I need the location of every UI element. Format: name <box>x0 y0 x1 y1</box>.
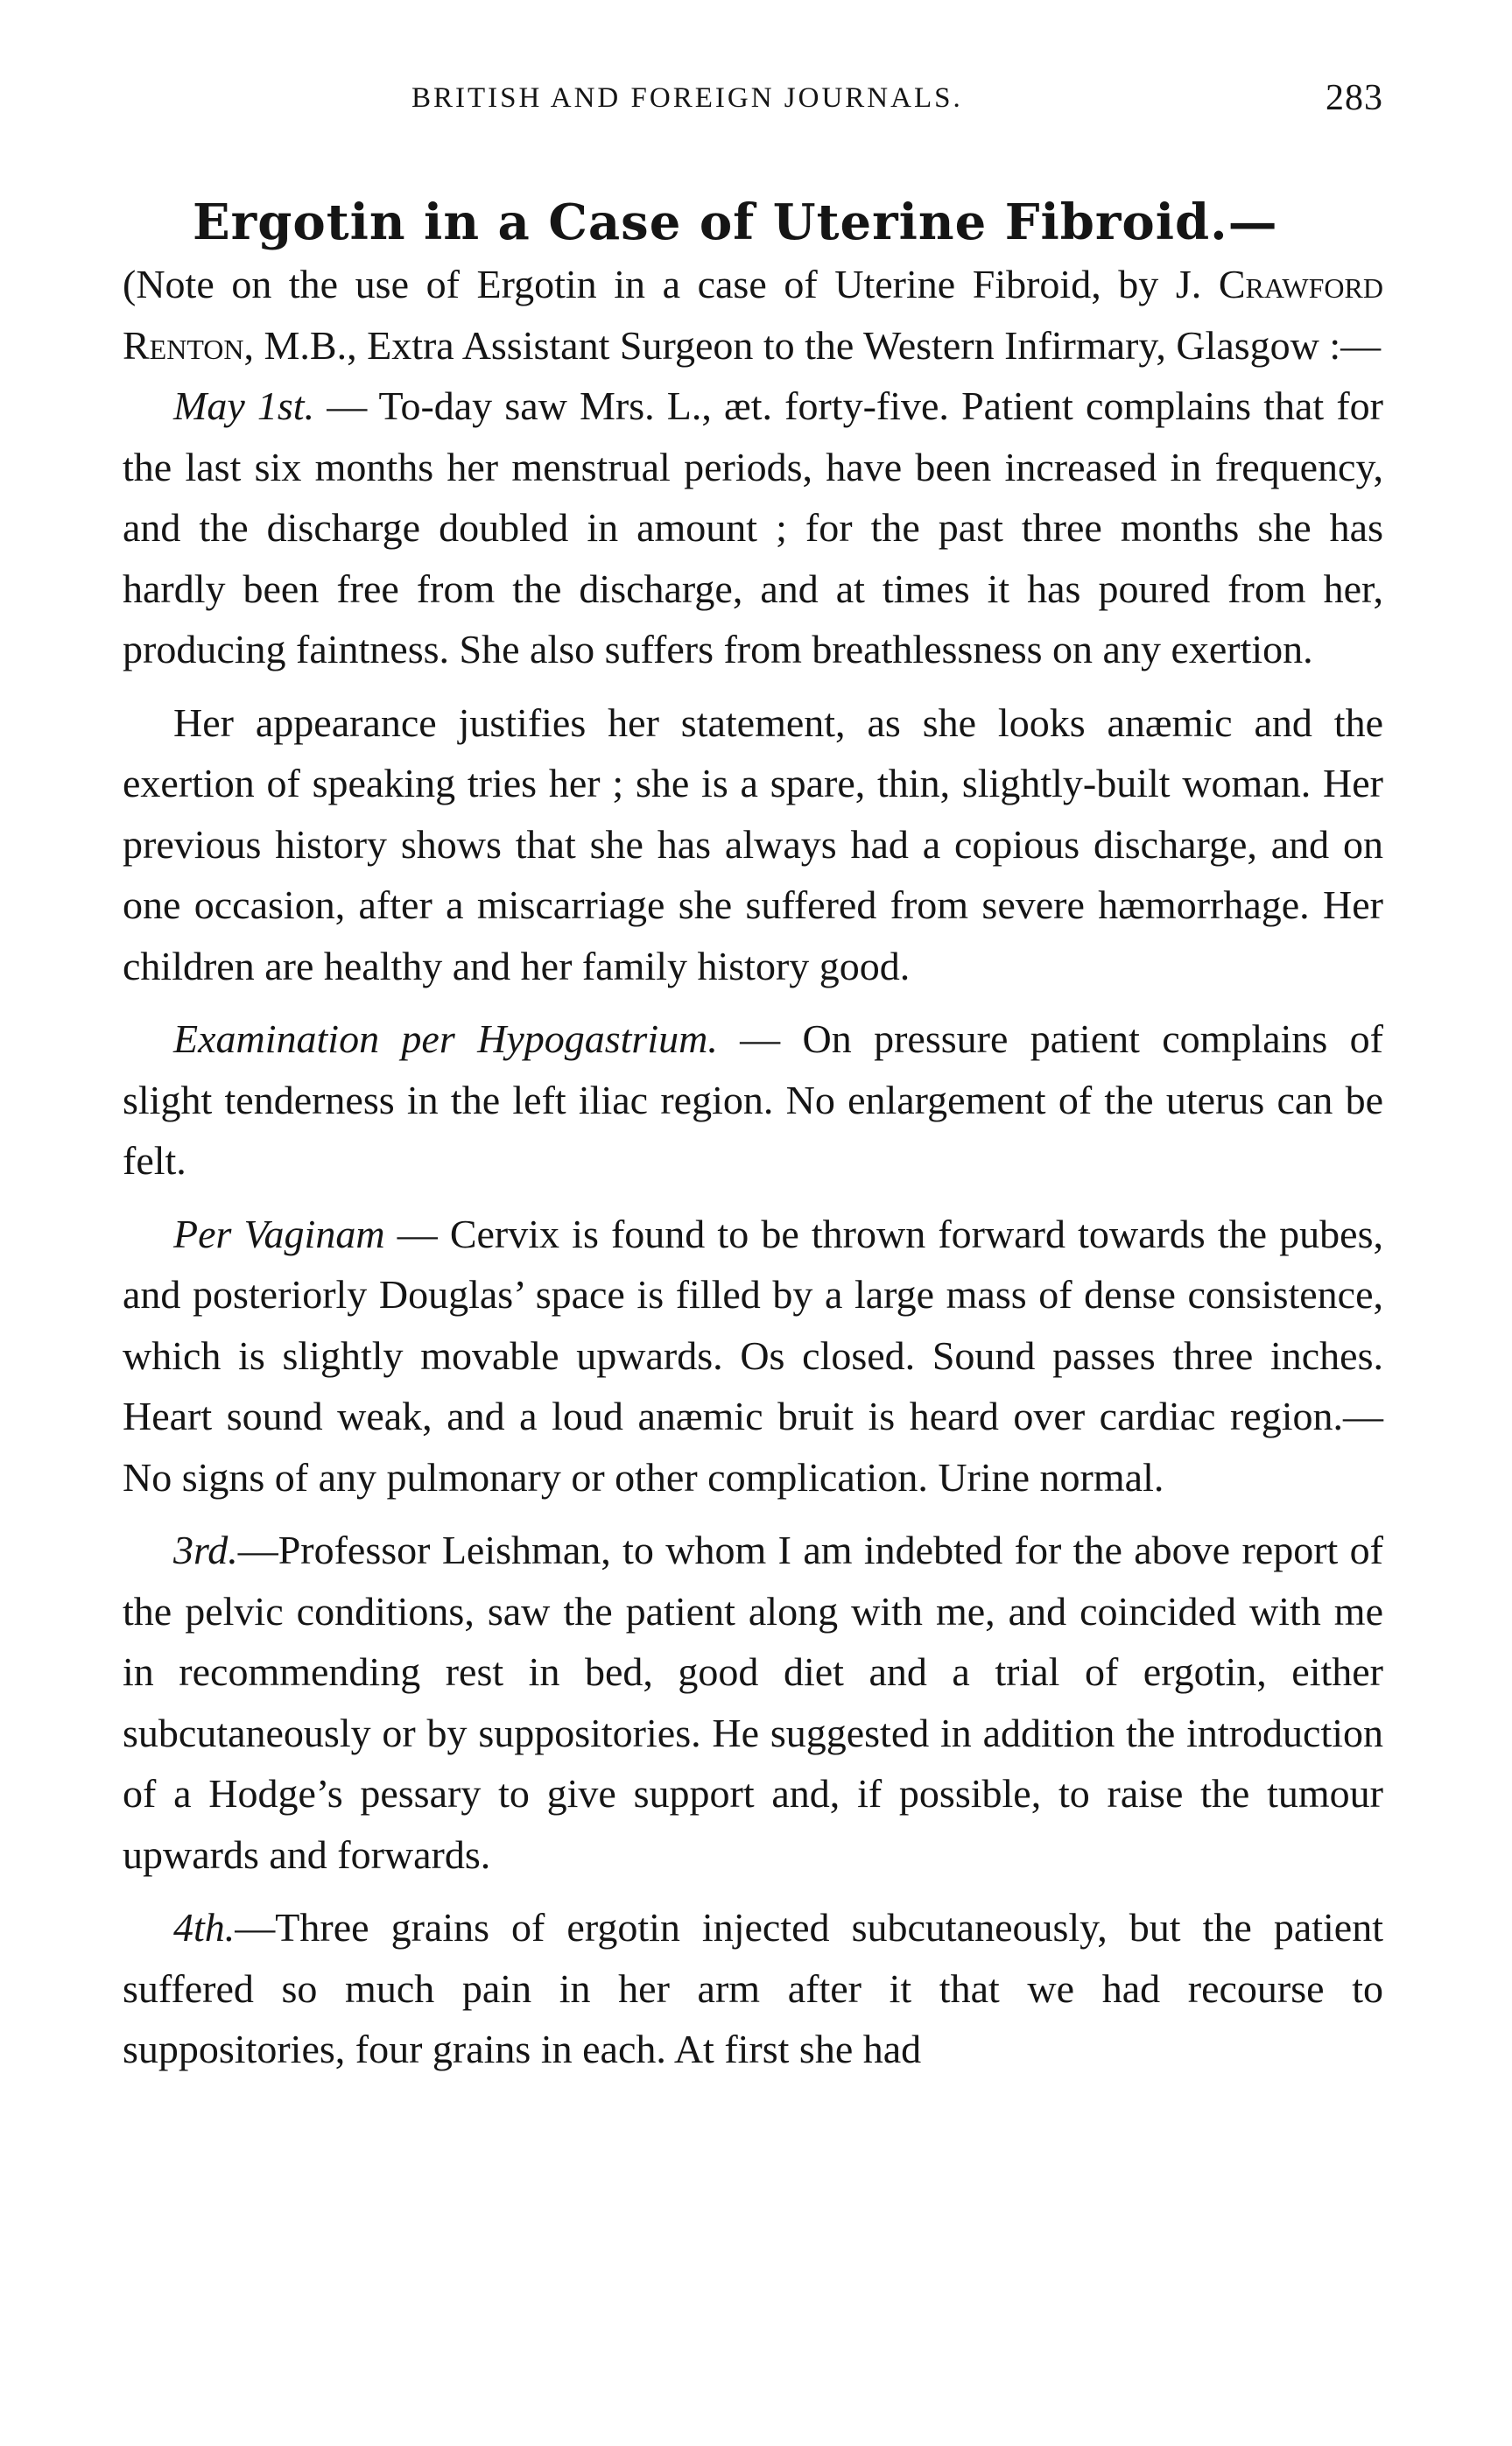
intro-paragraph <box>123 254 1383 376</box>
date-label-3rd: 3rd. <box>173 1528 238 1572</box>
running-head <box>123 77 1383 130</box>
paragraph-text: — Cervix is found to be thrown forward towards the pubes, and posteriorly Douglas’ space is filled by a large mass of dense consistence, which is slightly movable upwards. Os closed. Sound passes three inches. Heart sound weak, and a loud anæmic bruit is heard over cardiac region.— No signs of any pulmonary or other complication. Urine normal. <box>123 1211 1383 1500</box>
article-title: Ergotin in a Case of Uterine Fibroid.— <box>193 193 1278 251</box>
paragraph-hypogastrium <box>123 1009 1383 1191</box>
paragraph-4th <box>123 1897 1383 2080</box>
paragraph-text: —Three grains of ergotin injected subcutaneously, but the patient suffered so much pain in her arm after it that we had recourse to suppositories, four grains in each. At first she had <box>123 1905 1383 2071</box>
article-body <box>123 254 1383 2080</box>
paragraph-text: — To-day saw Mrs. L., æt. forty-five. Patient complains that for the last six months her menstrual periods, have been increased in frequency, and the discharge doubled in amount ; for the past three months she has hardly been free from the discharge, and at times it has poured from her, producing faintness. She also suffers from breathlessness on any exertion. <box>123 383 1383 671</box>
journal-page <box>123 77 1383 2080</box>
author-first-name: Crawford <box>1218 262 1383 306</box>
paragraph-may-1st <box>123 376 1383 680</box>
running-title: BRITISH AND FOREIGN JOURNALS. <box>411 82 963 114</box>
paragraph-per-vaginam <box>123 1204 1383 1508</box>
paragraph-text: — On pressure patient complains of slight tenderness in the left iliac region. No enlargement of the uterus can be felt. <box>123 1016 1383 1183</box>
paragraph-text: —Professor Leishman, to whom I am indebted for the above report of the pelvic conditions, saw the patient along with me, and coincided with me in recommending rest in bed, good diet and a trial of ergotin, either subcutaneously or by suppositories. He suggested in addition the introduction of a Hodge’s pessary to give support and, if possible, to raise the tumour upwards and forwards. <box>123 1528 1383 1877</box>
paragraph-appearance <box>123 692 1383 997</box>
intro-text-a: (Note on the use of Ergotin in a case of Uterine Fibroid, by J. <box>123 262 1219 306</box>
author-surname: Renton <box>123 322 244 368</box>
paragraph-3rd <box>123 1520 1383 1885</box>
paragraph-text: Her appearance justifies her statement, as she looks anæmic and the exertion of speaking tries her ; she is a spare, thin, slightly-built woman. Her previous history shows that she has always had a copious discharge, and on one occasion, after a miscarriage she suffered from severe hæmorrhage. Her children are healthy and her family history good. <box>123 699 1383 988</box>
label-examination-hypogastrium: Examination per Hypogastrium. <box>173 1016 718 1061</box>
date-label-may-1st: May 1st. <box>173 383 315 428</box>
date-label-4th: 4th. <box>173 1905 236 1950</box>
label-per-vaginam: Per Vaginam <box>173 1211 385 1256</box>
intro-text-c: , M.B., Extra Assistant Surgeon to the Western Infirmary, Glasgow :— <box>243 322 1382 368</box>
page-number: 283 <box>1326 78 1383 118</box>
